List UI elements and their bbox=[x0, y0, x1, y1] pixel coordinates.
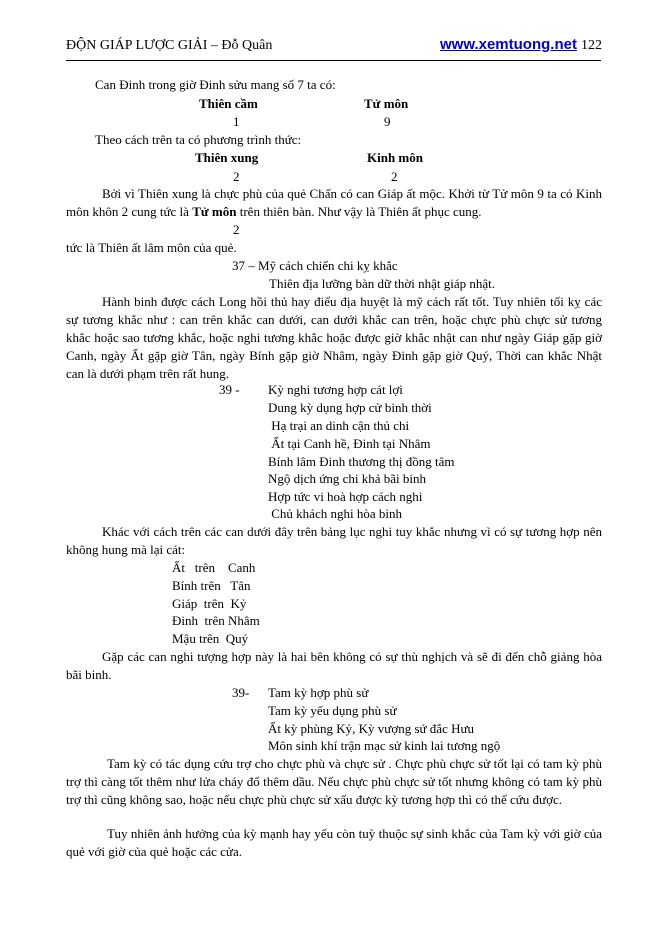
page-number: 122 bbox=[581, 38, 602, 53]
can-pair: Ất trên Canh bbox=[172, 560, 256, 575]
poem-line: Hợp tức vi hoà hợp cách nghi bbox=[268, 489, 423, 504]
table-cell-number: 1 bbox=[233, 114, 240, 129]
table-cell-thien-cam: Thiên cầm bbox=[199, 96, 258, 111]
paragraph-1: Bởi vì Thiên xung là chực phù của quẻ Chấn có can Giáp ất mộc. Khởi từ Tử môn 9 ta có Kinh môn khôn 2 cung tức là Tử môn trên thiên bàn. Như vậy là Thiên ất phục cung. bbox=[66, 186, 602, 219]
section-number-39: 39 - bbox=[219, 382, 240, 397]
poem-line: Tam kỳ yếu dụng phù sử bbox=[268, 703, 397, 718]
poem-line: Kỳ nghi tương hợp cát lợi bbox=[268, 382, 403, 397]
paragraph-6: Tuy nhiên ảnh hưởng của kỳ mạnh hay yếu còn tuỳ thuộc sự sinh khắc của Tam kỳ với giờ của quẻ với giờ của quẻ hoặc các cửa. bbox=[66, 826, 602, 859]
section-subheading: Thiên địa lưỡng bàn dữ thời nhật giáp nhật. bbox=[269, 276, 496, 291]
table-cell-tu-mon: Tử môn bbox=[364, 96, 409, 111]
poem-line: Tam kỳ hợp phù sử bbox=[268, 685, 369, 700]
can-pair: Đinh trên Nhâm bbox=[172, 613, 260, 628]
poem-line: Chủ khách nghi hòa binh bbox=[268, 506, 402, 521]
website-link[interactable]: www.xemtuong.net bbox=[440, 36, 577, 53]
poem-line: Bính lâm Đinh thương thị đồng tâm bbox=[268, 454, 455, 469]
paragraph-2: Hành binh được cách Long hồi thủ hay điểu địa huyệt là mỹ cách rất tốt. Tuy nhiên tối kỵ các sự tương khắc như : can trên khắc can dưới, can dưới khắc can trên, hoặc chực phù chực sử tương khắc hoặc sao tương khắc, hoặc nghi tương khắc hoặc được giờ khắc nhật can như ngày Giáp gặp giờ Canh, ngày Ất gặp giờ Tân, ngày Bính gặp giờ Nhâm, ngày Đinh gặp giờ Quý, Thời can khắc Nhật can là dưới phạm trên rất hung. bbox=[66, 294, 602, 381]
section-number-39b: 39- bbox=[232, 685, 250, 700]
paragraph-line: tức là Thiên ất lâm môn của quẻ. bbox=[66, 240, 237, 255]
header-rule bbox=[66, 60, 601, 61]
can-pair: Giáp trên Kỷ bbox=[172, 596, 247, 611]
can-pair: Bính trên Tân bbox=[172, 578, 251, 593]
can-pair: Mậu trên Quý bbox=[172, 631, 249, 646]
poem-line: Ất tại Canh hề, Đinh tại Nhâm bbox=[268, 436, 431, 451]
paragraph-line: Theo cách trên ta có phương trình thức: bbox=[95, 132, 302, 147]
paragraph-3: Khác với cách trên các can dưới đây trên bảng lục nghi tuy khắc nhưng vì có sự tương hợp nên không hung mà lại cát: bbox=[66, 524, 602, 557]
table-cell-kinh-mon: Kinh môn bbox=[367, 150, 423, 165]
poem-line: Ngộ dịch ứng chi khả bãi binh bbox=[268, 471, 426, 486]
paragraph-5: Tam kỳ có tác dụng cứu trợ cho chực phù và chực sử . Chực phù chực sử tốt lại có tam kỳ phù trợ thì càng tốt thêm như lửa cháy đổ thêm dầu. Nếu chực phù chực sử tốt nhưng không có tam kỳ phù trợ thì cũng không sao, hoặc nếu chực phù chực sử xấu được kỳ tương hợp thì có thể cứu được. bbox=[66, 756, 602, 807]
table-cell-number: 9 bbox=[384, 114, 391, 129]
document-header-title: ĐỘN GIÁP LƯỢC GIẢI – Đỗ Quân bbox=[66, 38, 273, 53]
table-cell-thien-xung: Thiên xung bbox=[195, 150, 259, 165]
poem-line: Hạ trại an dinh cận thủ chi bbox=[268, 418, 410, 433]
section-heading-37: 37 – Mỹ cách chiến chi kỵ khắc bbox=[232, 258, 398, 273]
table-cell-number: 2 bbox=[391, 169, 398, 184]
paragraph-line: Can Đinh trong giờ Đinh sửu mang số 7 ta có: bbox=[95, 77, 336, 92]
table-cell-number: 2 bbox=[233, 222, 240, 237]
paragraph-4: Gặp các can nghi tượng hợp này là hai bên không có sự thù nghịch và sẽ đi đến chỗ giảng hòa bãi binh. bbox=[66, 649, 602, 682]
table-cell-number: 2 bbox=[233, 169, 240, 184]
poem-line: Môn sinh khí trận mạc sử kinh lai tương ngộ bbox=[268, 738, 501, 753]
poem-line: Ất kỳ phùng Kỷ, Kỳ vượng sứ đắc Hưu bbox=[268, 721, 475, 736]
poem-line: Dung kỳ dụng hợp cử binh thời bbox=[268, 400, 432, 415]
